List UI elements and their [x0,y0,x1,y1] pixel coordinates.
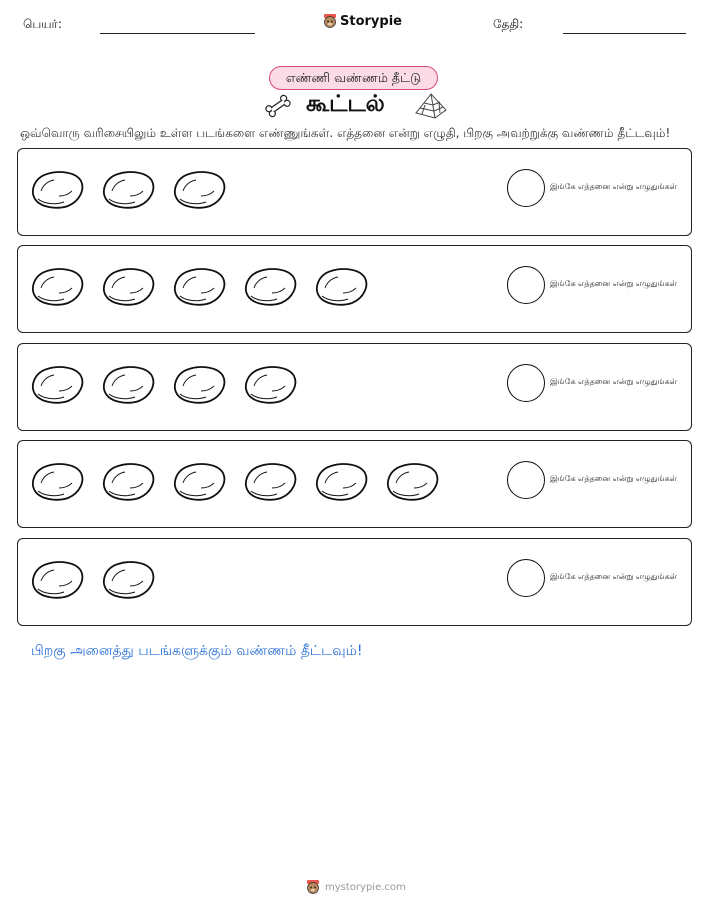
count-row [17,245,692,333]
answer-hint: இங்கே எத்தனை என்று எழுதுங்கள் [550,474,677,483]
color-all-note: பிறகு அனைத்து படங்களுக்கும் வண்ணம் தீட்டவும்! [31,643,363,659]
answer-circle[interactable] [507,169,545,207]
rock-picture[interactable] [171,266,227,312]
rock-picture[interactable] [100,169,156,215]
rock-picture[interactable] [171,364,227,410]
rock-picture[interactable] [313,461,369,507]
footer-site-url[interactable]: mystorypie.com [325,881,406,893]
date-line[interactable] [563,33,686,34]
count-row [17,148,692,236]
answer-circle[interactable] [507,266,545,304]
rock-picture[interactable] [100,266,156,312]
count-row [17,343,692,431]
rock-picture[interactable] [313,266,369,312]
bear-mascot-icon [306,879,320,895]
rock-picture[interactable] [29,559,85,605]
answer-circle[interactable] [507,559,545,597]
answer-hint: இங்கே எத்தனை என்று எழுதுங்கள் [550,279,677,288]
bear-mascot-icon [323,13,337,29]
date-label: தேதி: [493,17,524,31]
storypie-logo [323,13,402,29]
answer-hint: இங்கே எத்தனை என்று எழுதுங்கள் [550,182,677,191]
rock-picture[interactable] [29,266,85,312]
instruction-text: ஒவ்வொரு வரிசையிலும் உள்ள படங்களை எண்ணுங்கள். எத்தனை என்று எழுதி, பிறகு அவற்றுக்கு வண்ணம் தீட்டவும்! [20,126,671,140]
answer-hint: இங்கே எத்தனை என்று எழுதுங்கள் [550,377,677,386]
name-line[interactable] [100,33,255,34]
rock-picture[interactable] [100,559,156,605]
pyramid-icon [414,92,448,120]
bone-icon [263,93,293,119]
rock-picture[interactable] [100,461,156,507]
rock-picture[interactable] [384,461,440,507]
answer-circle[interactable] [507,364,545,402]
count-row [17,538,692,626]
rock-picture[interactable] [242,364,298,410]
page-title: கூட்டல் [306,91,385,117]
rock-picture[interactable] [171,461,227,507]
footer-branding [306,879,406,895]
rock-picture[interactable] [29,364,85,410]
worksheet-type-badge: எண்ணி வண்ணம் தீட்டு [269,66,438,90]
rock-picture[interactable] [242,266,298,312]
rock-picture[interactable] [29,169,85,215]
rock-picture[interactable] [100,364,156,410]
name-label: பெயர்: [23,17,62,31]
rock-picture[interactable] [171,169,227,215]
count-row [17,440,692,528]
rock-picture[interactable] [242,461,298,507]
answer-circle[interactable] [507,461,545,499]
rock-picture[interactable] [29,461,85,507]
logo-text: Storypie [340,13,402,29]
answer-hint: இங்கே எத்தனை என்று எழுதுங்கள் [550,572,677,581]
